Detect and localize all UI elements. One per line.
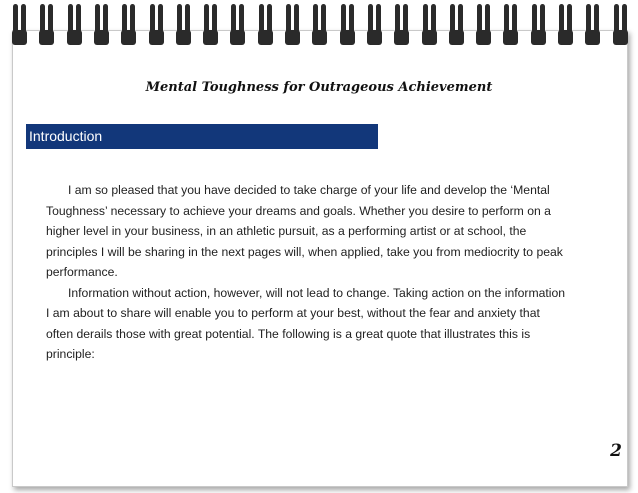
binding-ring-icon <box>121 4 137 60</box>
binding-ring-icon <box>585 4 601 60</box>
binding-ring-icon <box>67 4 83 60</box>
binding-ring-icon <box>476 4 492 60</box>
binding-ring-icon <box>203 4 219 60</box>
binding-ring-icon <box>449 4 465 60</box>
binding-ring-icon <box>613 4 629 60</box>
section-heading: Introduction <box>26 124 378 149</box>
paragraph: Information without action, however, will not lead to change. Taking action on the information I am about to share will enable you to perform at your best, without the fear and anxiety that often derails those with great potential. The following is a great quote that illustrates this is principle: <box>46 285 566 361</box>
binding-ring-icon <box>367 4 383 60</box>
paragraph: I am so pleased that you have decided to take charge of your life and develop the ‘Mental Toughness’ necessary to achieve your dreams and goals. Whether you desire to perform on a higher level in your business, in an athletic pursuit, as a performing artist or at school, the principles I will be sharing in the next pages will, when applied, take you from mediocrity to peak performance. <box>46 183 563 279</box>
body-text <box>46 180 566 365</box>
binding-ring-icon <box>394 4 410 60</box>
document-title: Mental Toughness for Outrageous Achievement <box>145 80 493 95</box>
binding-ring-icon <box>558 4 574 60</box>
binding-ring-icon <box>39 4 55 60</box>
binding-ring-icon <box>149 4 165 60</box>
spiral-binding-icon <box>0 0 638 62</box>
binding-ring-icon <box>285 4 301 60</box>
binding-ring-icon <box>258 4 274 60</box>
binding-ring-icon <box>422 4 438 60</box>
binding-ring-icon <box>312 4 328 60</box>
binding-ring-icon <box>94 4 110 60</box>
binding-ring-icon <box>503 4 519 60</box>
binding-ring-icon <box>12 4 28 60</box>
binding-ring-icon <box>176 4 192 60</box>
binding-ring-icon <box>340 4 356 60</box>
binding-ring-icon <box>531 4 547 60</box>
binding-ring-icon <box>230 4 246 60</box>
page-number: 2 <box>610 441 622 461</box>
